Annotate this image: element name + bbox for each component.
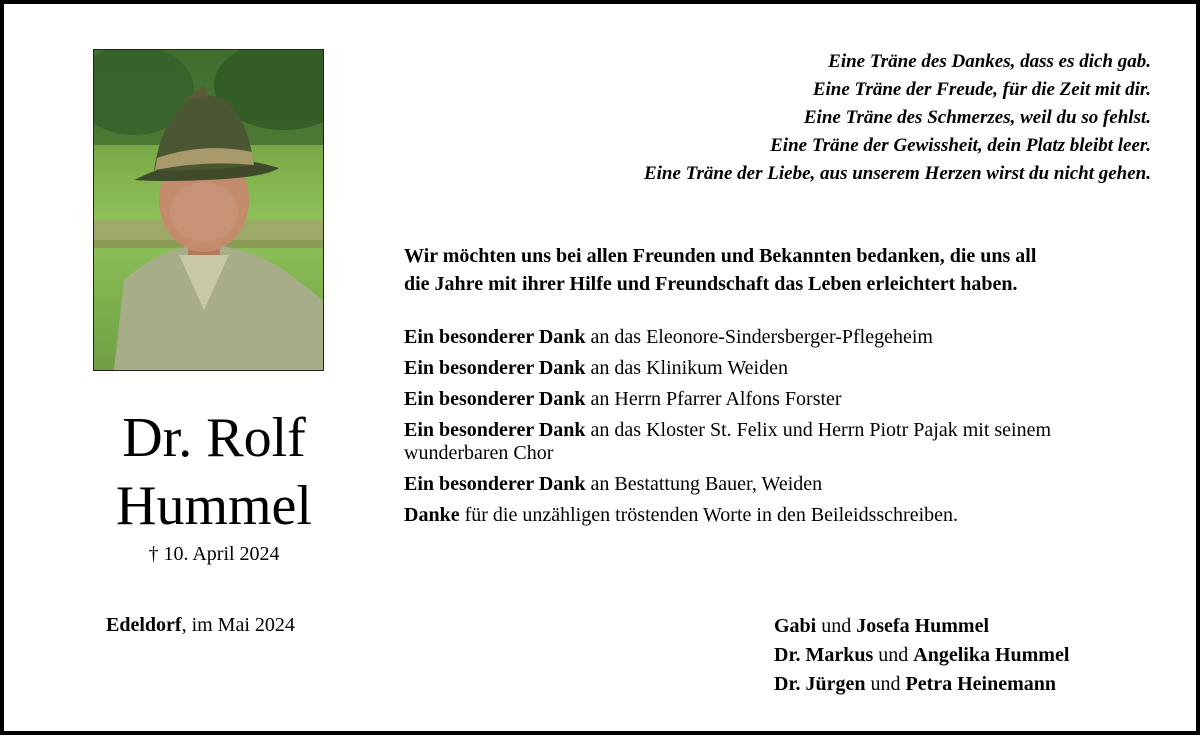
signature-line	[774, 670, 1069, 699]
poem-line: Eine Träne der Liebe, aus unserem Herzen wirst du nicht gehen.	[643, 163, 1151, 184]
thanks-item	[404, 388, 1124, 411]
thanks-item-text: an Herrn Pfarrer Alfons Forster	[585, 388, 842, 410]
signature-line	[774, 641, 1069, 670]
thanks-item	[404, 419, 1069, 465]
signature-sep: und	[865, 673, 906, 695]
poem-line: Eine Träne der Freude, für die Zeit mit dir.	[812, 79, 1151, 100]
thanks-item-bold: Ein besonderer Dank	[404, 326, 586, 348]
poem	[644, 48, 1151, 188]
deceased-name	[64, 404, 364, 540]
thanks-item-bold: Ein besonderer Dank	[404, 419, 586, 441]
signature-sep: und	[873, 644, 914, 666]
poem-line: Eine Träne des Schmerzes, weil du so fehlst.	[803, 107, 1151, 128]
thanks-item-bold: Ein besonderer Dank	[404, 473, 586, 495]
signature-name-b: Petra Heinemann	[905, 673, 1057, 695]
thanks-list	[404, 326, 1124, 535]
deceased-name-line2: Hummel	[116, 475, 312, 537]
thanks-item	[404, 473, 1124, 496]
signature-name-b: Angelika Hummel	[913, 644, 1070, 666]
thanks-item	[404, 504, 1124, 527]
thanks-item	[404, 357, 1124, 380]
thanks-intro-line: die Jahre mit ihrer Hilfe und Freundschaft das Leben erleichtert haben.	[404, 273, 1018, 295]
thanks-item-text: an das Klinikum Weiden	[585, 357, 788, 379]
death-date: † 10. April 2024	[148, 543, 280, 565]
thanks-intro-line: Wir möchten uns bei allen Freunden und Bekannten bedanken, die uns all	[404, 245, 1037, 267]
poem-line: Eine Träne der Gewissheit, dein Platz bleibt leer.	[770, 135, 1151, 156]
poem-line: Eine Träne des Dankes, dass es dich gab.	[828, 51, 1151, 72]
signature-name-a: Dr. Jürgen	[774, 673, 866, 695]
signature-sep: und	[816, 615, 857, 637]
signature-name-b: Josefa Hummel	[856, 615, 990, 637]
date-text: , im Mai 2024	[181, 614, 295, 636]
thanks-item-text: an Bestattung Bauer, Weiden	[585, 473, 823, 495]
place-name: Edeldorf	[106, 614, 182, 636]
signatures	[774, 612, 1069, 699]
thanks-item-text: an das Kloster St. Felix und Herrn Piotr Pajak mit seinem wunderbaren Chor	[404, 419, 1052, 464]
place-date-line	[106, 614, 295, 637]
signature-name-a: Gabi	[774, 615, 817, 637]
thanks-item-text: an das Eleonore-Sindersberger-Pflegeheim	[585, 326, 933, 348]
deceased-name-line1: Dr. Rolf	[122, 407, 306, 469]
portrait-photo	[93, 49, 324, 371]
signature-name-a: Dr. Markus	[774, 644, 874, 666]
thanks-item-bold: Ein besonderer Dank	[404, 357, 586, 379]
thanks-item-text: für die unzähligen tröstenden Worte in den Beileidsschreiben.	[459, 504, 959, 526]
thanks-item-bold: Ein besonderer Dank	[404, 388, 586, 410]
portrait-image	[94, 50, 323, 370]
thanks-intro	[404, 242, 1144, 298]
thanks-item-bold: Danke	[404, 504, 460, 526]
thanks-item	[404, 326, 1124, 349]
signature-line	[774, 612, 1069, 641]
